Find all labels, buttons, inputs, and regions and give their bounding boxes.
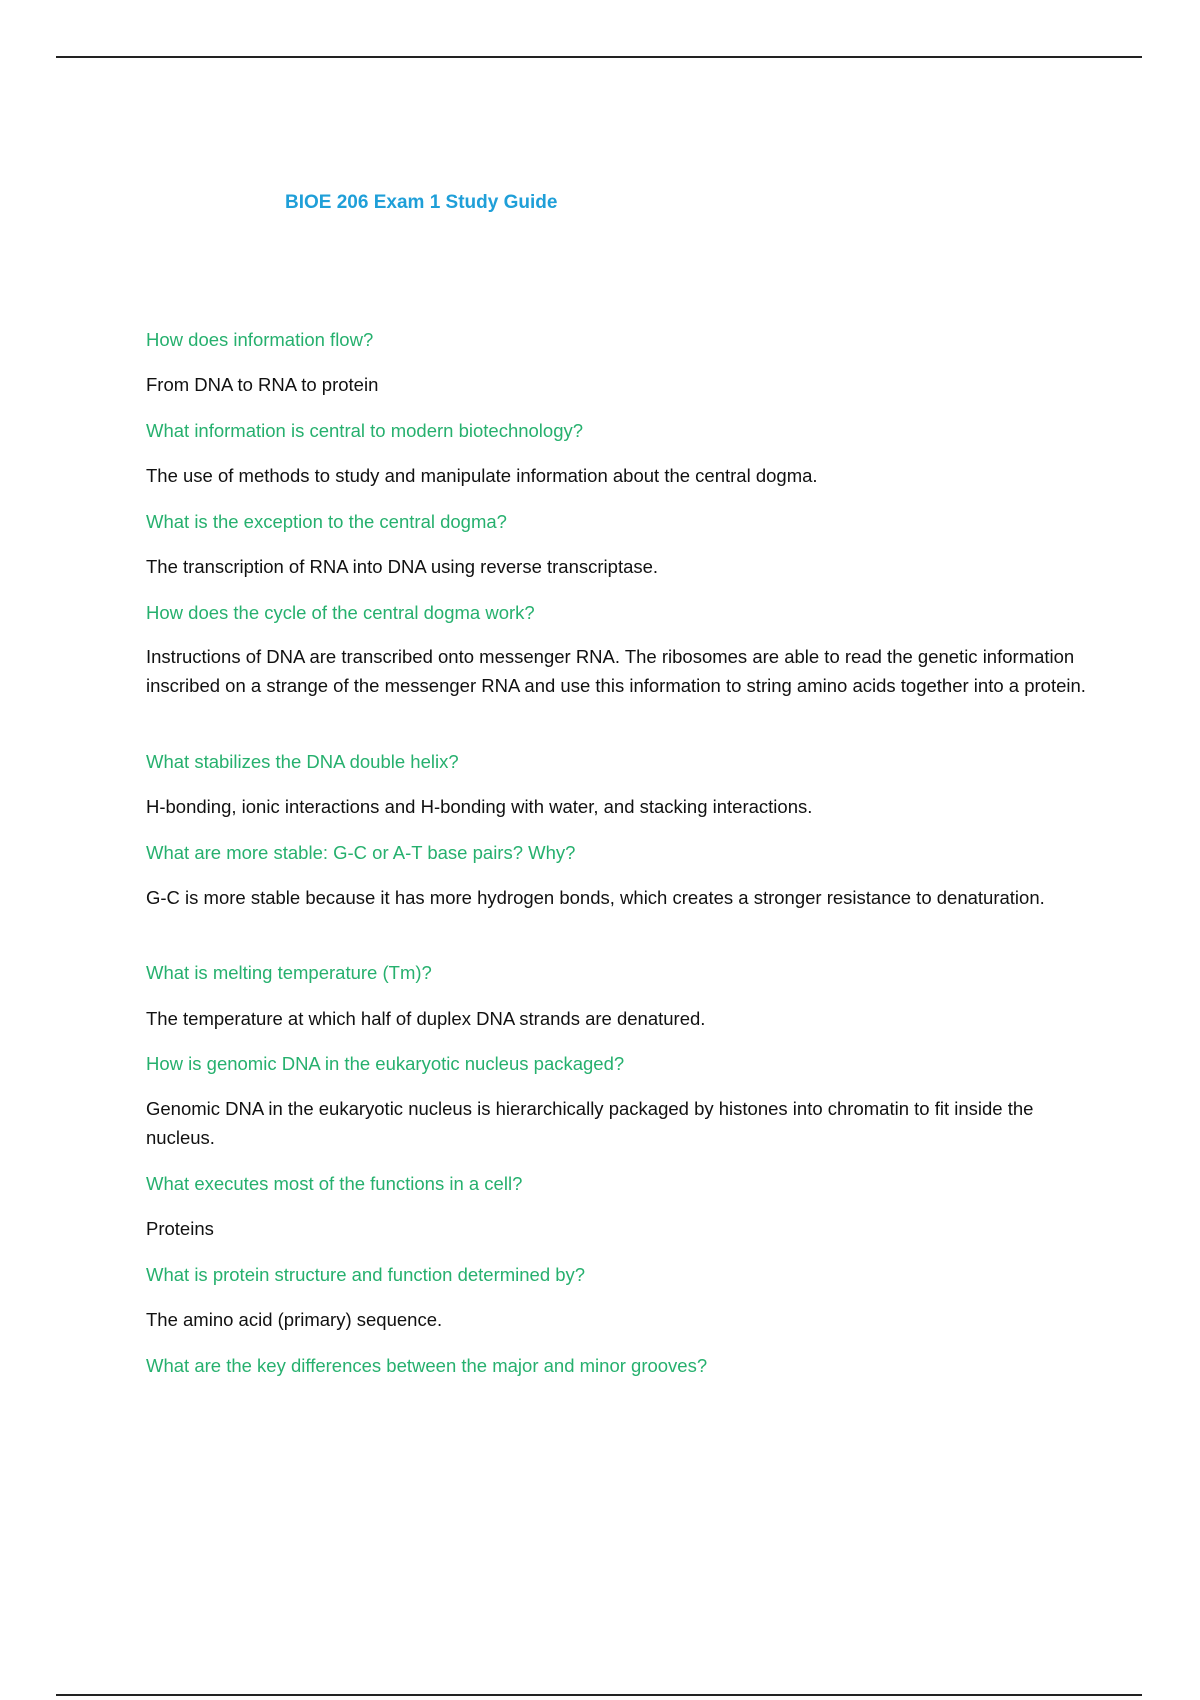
question-9: What executes most of the functions in a cell? [146, 1173, 523, 1194]
answer-3: The transcription of RNA into DNA using reverse transcriptase. [146, 556, 659, 577]
question-7: What is melting temperature (Tm)? [146, 962, 432, 983]
question-10: What is protein structure and function determined by? [146, 1264, 586, 1285]
question-3: What is the exception to the central dogma? [146, 511, 507, 532]
answer-8: Genomic DNA in the eukaryotic nucleus is hierarchically packaged by histones into chromatin to fit inside the nucleus. [146, 1098, 1034, 1148]
footer-rule [56, 1694, 1142, 1696]
question-1: How does information flow? [146, 329, 374, 350]
answer-10: The amino acid (primary) sequence. [146, 1309, 443, 1330]
answer-7: The temperature at which half of duplex DNA strands are denatured. [146, 1008, 706, 1029]
answer-9: Proteins [146, 1218, 214, 1239]
question-8: How is genomic DNA in the eukaryotic nucleus packaged? [146, 1053, 625, 1074]
header-rule [56, 56, 1142, 58]
question-11: What are the key differences between the major and minor grooves? [146, 1355, 708, 1376]
answer-1: From DNA to RNA to protein [146, 374, 379, 395]
question-6: What are more stable: G-C or A-T base pairs? Why? [146, 842, 576, 863]
question-5: What stabilizes the DNA double helix? [146, 751, 459, 772]
document-title: BIOE 206 Exam 1 Study Guide [285, 192, 558, 213]
answer-4: Instructions of DNA are transcribed onto messenger RNA. The ribosomes are able to read the genetic information inscribed on a strange of the messenger RNA and use this information to string amino acids together into a protein. [146, 646, 1086, 696]
question-4: How does the cycle of the central dogma work? [146, 602, 535, 623]
answer-6: G-C is more stable because it has more hydrogen bonds, which creates a stronger resistance to denaturation. [146, 887, 1045, 908]
answer-2: The use of methods to study and manipulate information about the central dogma. [146, 465, 818, 486]
question-2: What information is central to modern biotechnology? [146, 420, 584, 441]
answer-5: H-bonding, ionic interactions and H-bonding with water, and stacking interactions. [146, 796, 813, 817]
